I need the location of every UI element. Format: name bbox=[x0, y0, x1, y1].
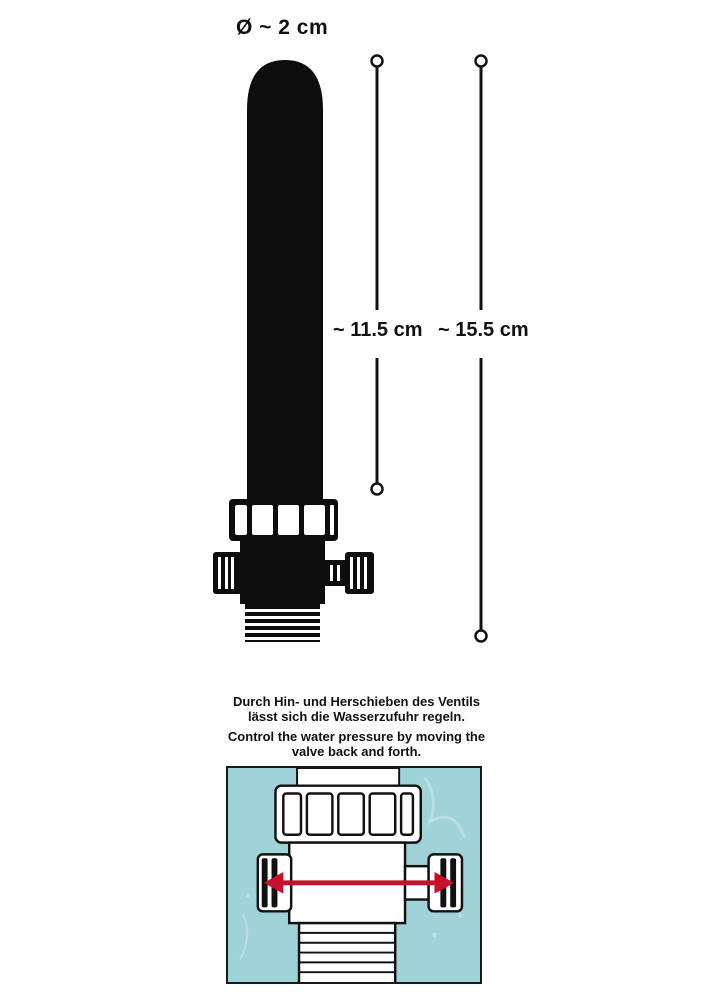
caption-german-line2: lässt sich die Wasserzufuhr regeln. bbox=[248, 709, 465, 724]
valve-block bbox=[213, 541, 374, 604]
threaded-connector bbox=[245, 604, 320, 642]
caption-english bbox=[0, 729, 713, 759]
total-length-label: ~ 15.5 cm bbox=[438, 319, 529, 341]
caption-german bbox=[0, 694, 713, 724]
valve-closeup-icon bbox=[228, 768, 480, 982]
dimension-line-insertable bbox=[372, 56, 383, 495]
valve-closeup-inset bbox=[226, 766, 482, 984]
caption-german-line1: Durch Hin- und Herschieben des Ventils bbox=[232, 694, 481, 709]
nozzle-shaft bbox=[247, 60, 323, 502]
caption-english-line2: valve back and forth. bbox=[291, 744, 422, 759]
caption-english-line1: Control the water pressure by moving the bbox=[227, 729, 486, 744]
dimension-line-total bbox=[476, 56, 487, 642]
insertable-length-label: ~ 11.5 cm bbox=[333, 319, 423, 341]
diameter-label: Ø ~ 2 cm bbox=[236, 16, 329, 39]
knurled-ring bbox=[229, 499, 338, 541]
